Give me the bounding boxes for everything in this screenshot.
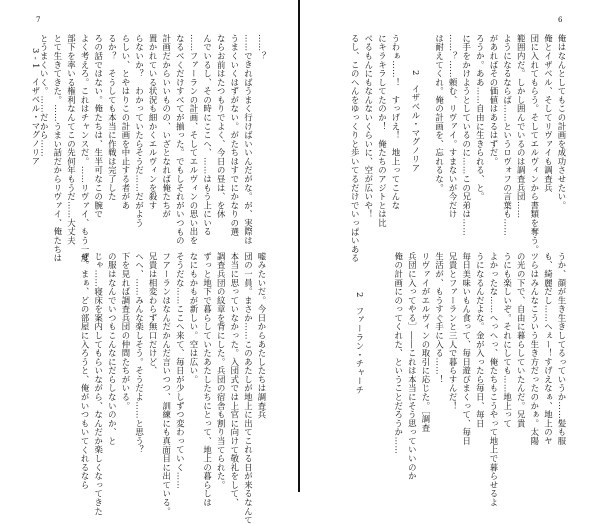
text-line: 毎日美味いもん食って、毎日遊びまくって、毎日 [461,252,472,446]
text-line: そうだな……ここへ来て、毎日が少しずつ変わっていく…… [175,252,186,490]
text-line: は耐えてくれ。俺の計画を、忘れるな。 [434,34,445,193]
text-line: にキラキラしてたのか！ 俺たちのアジトとは比 [377,34,388,228]
right-bottom-text [391,252,568,507]
section-heading-2-isabel: 2 イザベル・マグノリア [411,70,421,173]
left-top-text [37,34,268,263]
text-line: があればその価値はあるはずだ。 [488,34,499,166]
text-line: 範囲内だ。しかし囲んでいるのは調査兵団…… [516,34,527,219]
text-line: 嘘みたいだ。今日からあたしたちは調査兵 [257,252,267,420]
text-line: 計画だからいいものの、いざとなれば俺たちが [161,34,172,219]
text-line: リヴァイがエルヴィンの取引に応じた。［調査 [420,252,431,433]
text-line: ……？ [257,34,267,61]
text-line: なるべくだけすべてが揃った。でもしそれがいつもの [175,34,186,245]
text-line: 団の一員。まさか……このあたしが地上に出てこれる日が来るなんて [243,252,254,524]
text-line: うになるんだよな。金が入ったら毎日、毎日 [475,252,486,428]
text-line: 兄貴とファーランと三人で暮らすんだ！ [448,252,459,411]
text-line: 置かれている状況も細かくエルヴィンを殺す [148,34,159,210]
text-line: 団に入れてもらう。そしてエルヴィンから書類を奪う。 [529,34,540,254]
text-line: るか？ そうしても本当に作戦は完了した [107,34,118,202]
text-line: ずっと地下で暮らしていたあたしたちにとって、地上の暮らしは [202,252,213,507]
text-line: うわぁ……！ すっげえ！ 地上ってこんな [391,34,401,210]
text-line: うか、顔が生き生きしてるっていうか……髪も服 [557,252,567,446]
text-line: に手をかけようとしているのに……この兄弟は…… [461,34,472,237]
section-heading-2-farlan: 2 ファーラン・チャーチ [355,292,365,395]
text-line: うにも楽しいぞ。それにしても……地上って [502,252,513,428]
text-line: 俺はなんとしてもこの計画を成功させたい。 [557,34,567,210]
left-bottom-text [77,252,268,524]
text-line: ……できればうまく行けばいいんだがな。が、実際は [243,34,254,245]
text-line: ようになるならば……というロヴォフの言葉も…… [502,34,513,237]
text-line: ……？……頼む、リヴァイ。すまないが今だけ [448,34,459,219]
text-line: らしい、とやはりこの計画を中止する者があ [120,34,131,210]
text-line: の服はなんでいつもこんなにだらしないのか、と [107,252,118,446]
text-line: ならお前はたつもりでよく、今日の昼は、を休 [216,34,227,219]
page-number-left: 7 [36,16,41,24]
text-line: ろの話ではない。俺たちは、生半可なこの腕で [93,34,104,219]
text-line: うまくいくはずがない。がたちはすでにかなりの選 [229,34,240,237]
text-line: とて生きてきた。……うまい話だからリヴァイ、俺たちは [52,34,63,263]
text-line: 下を見れば調査兵団の仲間たちがいる。 [120,252,131,411]
text-line: よく考えろ。これはチャンスだ。……リヴァイ、もう一度 [80,34,91,263]
text-line: フアーランはなんだかんだ言いつつ、訓練にも真面目に出ている。 [161,252,172,516]
text-line: べるもんにもなんないくらいに、空が広いや！ [363,34,374,219]
text-line: の光の下で、自由に暮らしていたんだ。兄貴 [516,252,527,428]
text-line: よかったな……へっへっ、俺たちもこうやって地上で暮らせるよ [488,252,499,507]
text-line: んでいるし、その時にここへ、……はもう上にいる [202,34,213,237]
text-line: 生活が、もうすぐ手に入る……！ [434,252,445,384]
text-line: ろうか。ああ……自由に生きられる、と。 [475,34,486,201]
right-mid-text [348,34,402,263]
section-heading-3-1: 3 - 1 イザベル・マグノリア [31,48,41,166]
text-line: ……ファーランの計画、そしてエルヴィンの思い出を [188,34,199,245]
right-top-text [432,34,568,254]
text-line: へへ、……みんな楽しそう。そうだよ……と思う？ [134,252,145,455]
text-line: るし、このへんをゆっくりと歩いてるだけでいっぱいある [350,34,361,263]
text-line: 俺の計画にのってくれた、ということだろうか…… [393,252,404,455]
text-line: 兵団に入ってやる］――これは本当にそう思っていいのか [407,252,418,481]
text-line: 調査兵団の紋章を背にした。兵団の宿舎も割り当てられた。 [216,252,227,490]
text-line: ぜ。まぁ、どの部屋に入ろうと、俺がいつもいてくれるなら [80,252,91,490]
right-page [300,0,600,507]
text-line: とうまくいく。……だから…… [39,34,50,157]
text-line: なにもかもが新しい。空は広い。 [188,252,199,384]
text-line: 兄貴は相変わらず無口だけど、 [148,252,159,376]
page-number-right: 6 [558,16,563,24]
text-line: も、綺麗だし……へぇー！すげえなぁ、地上のヤ [543,252,554,446]
text-line: 本当に思っていなかった。入団式では上官に向けて敬礼をして、 [229,252,240,507]
text-line: 俺とイザベル、そしてリヴァイも調査兵 [543,34,554,193]
text-line: 部下を率いる権利なんてこの先何年もうだ……大丈夫 [66,34,77,245]
text-line: じゃ……寝床を案内してもらいながら、なんだか楽しくなってきた [93,252,104,516]
text-line: ツらはみんなこういう生き方だったのかぁ。太陽 [529,252,540,446]
text-line: らないか？ わかっていたらそうだ……だがよう [134,34,145,228]
